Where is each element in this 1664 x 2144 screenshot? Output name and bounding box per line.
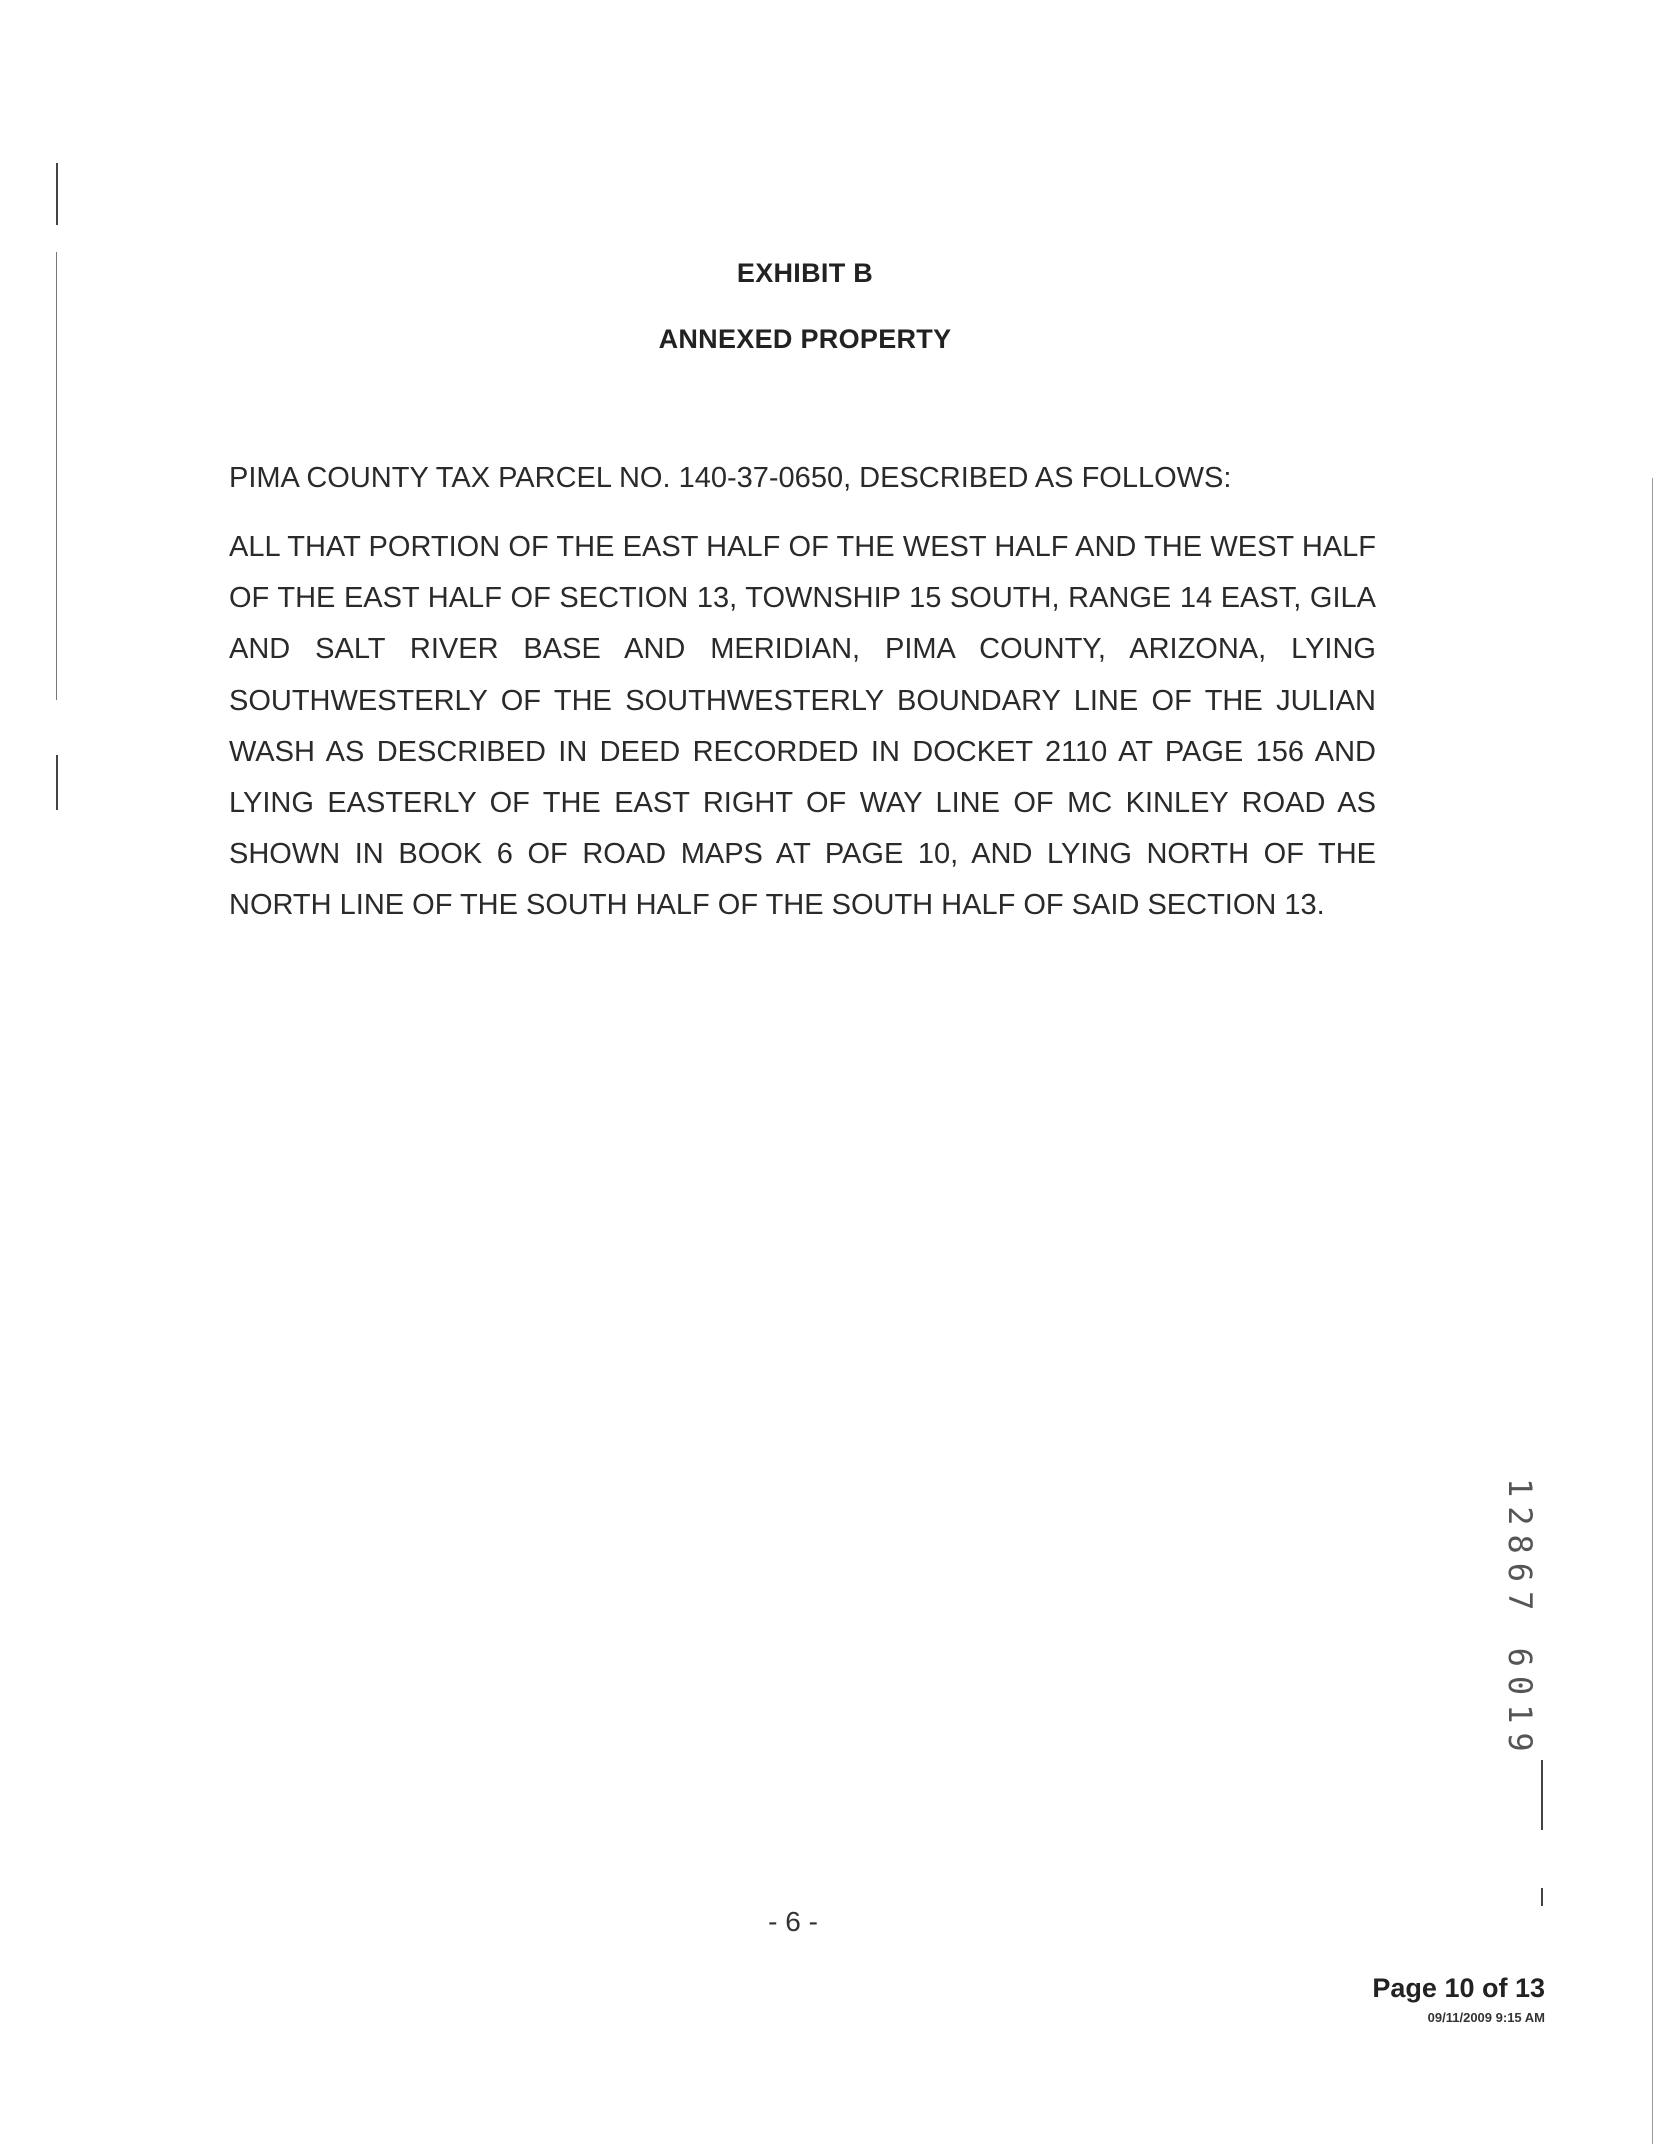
recording-stamp (1503, 1478, 1543, 1778)
parcel-line: PIMA COUNTY TAX PARCEL NO. 140-37-0650, DESCRIBED AS FOLLOWS: (229, 462, 1232, 494)
scan-mark-left-lower (56, 755, 58, 810)
scan-mark-right-edge (1652, 478, 1653, 2144)
footer-page-label: Page 10 of 13 (1372, 1973, 1545, 2003)
page-number: - 6 - (768, 1906, 818, 1937)
scan-mark-left-upper (56, 163, 58, 225)
exhibit-title: EXHIBIT B (736, 258, 874, 288)
stamp-tick (1541, 1888, 1543, 1906)
footer-timestamp: 09/11/2009 9:15 AM (1427, 2010, 1545, 2025)
document-subtitle: ANNEXED PROPERTY (658, 324, 952, 354)
legal-description: ALL THAT PORTION OF THE EAST HALF OF THE WEST HALF AND THE WEST HALF OF THE EAST HALF OF SECTION 13, TOWNSHIP 15 SOUTH, RANGE 14 EAST, GILA AND SALT RIVER BASE AND MERIDIAN, PIMA COUNTY, ARIZONA, LYING SOUTHWESTERLY OF THE SOUTHWESTERLY BOUNDARY LINE OF THE JULIAN WASH AS DESCRIBED IN DEED RECORDED IN DOCKET 2110 AT PAGE 156 AND LYING EASTERLY OF THE EAST RIGHT OF WAY LINE OF MC KINLEY ROAD AS SHOWN IN BOOK 6 OF ROAD MAPS AT PAGE 10, AND LYING NORTH OF THE NORTH LINE OF THE SOUTH HALF OF THE SOUTH HALF OF SAID SECTION 13. (229, 531, 1376, 922)
scan-mark-left-long (56, 252, 57, 700)
docket-number: 12867 6019 (1501, 1478, 1539, 1761)
